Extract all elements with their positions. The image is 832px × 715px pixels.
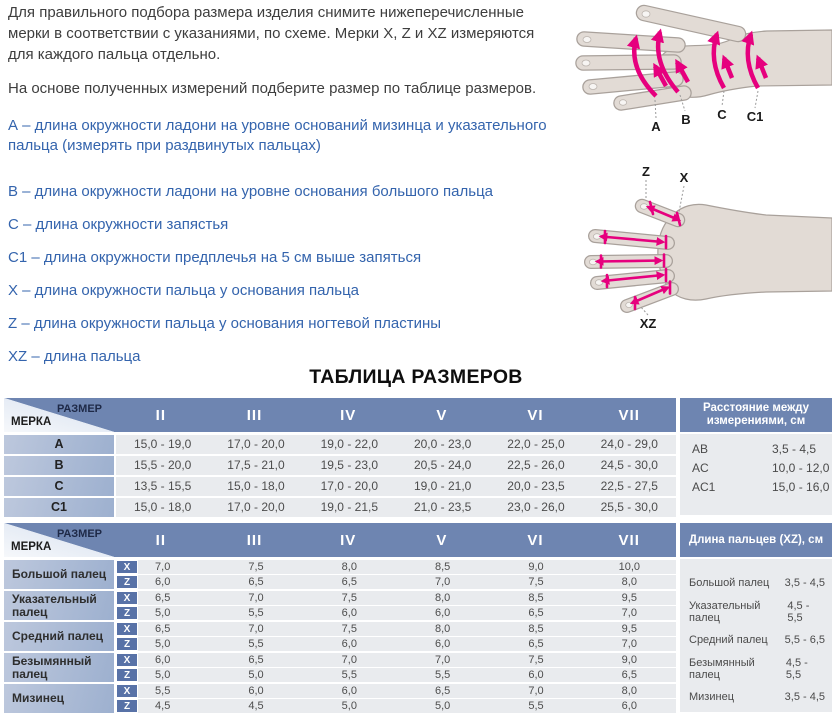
finger-subrow-x [116,653,676,667]
finger-subrow-z [116,575,676,589]
size-value: 25,5 - 30,0 [583,498,676,517]
table-corner-cell [4,398,114,432]
size-value: 17,0 - 20,0 [209,498,302,517]
finger-value: 8,0 [396,591,489,605]
distance-panel-body [680,434,832,515]
column-header-vii: VII [618,531,640,549]
diagram-label-z: Z [642,164,650,179]
finger-value: 5,5 [303,668,396,682]
finger-value: 8,0 [583,684,676,698]
measurement-definition: XZ – длина пальца [8,348,141,365]
size-value: 17,0 - 20,0 [209,435,302,454]
finger-length-label: Средний палец [689,634,768,647]
finger-value: 7,0 [396,575,489,589]
column-header-vi: VI [527,531,544,549]
finger-label: Мизинец [4,684,114,713]
finger-subrow-z [116,668,676,682]
row-values [116,456,676,475]
finger-value: 7,5 [209,560,302,574]
distance-label: AB [692,442,709,456]
finger-value: 6,5 [209,653,302,667]
distance-value: 10,0 - 12,0 [772,461,830,475]
row-values [116,477,676,496]
row-values [116,498,676,517]
finger-value: 6,5 [116,622,209,636]
diagram-label-b: B [681,112,691,127]
column-header-iv: IV [340,406,357,424]
finger-value: 6,5 [116,591,209,605]
size-value: 15,0 - 19,0 [116,435,209,454]
size-value: 23,0 - 26,0 [489,498,582,517]
finger-value: 5,5 [209,606,302,620]
size-table-row [4,498,676,517]
finger-label: Указательный палец [4,591,114,620]
size-value: 15,0 - 18,0 [116,498,209,517]
finger-group [4,591,676,620]
column-header-iii: III [246,406,263,424]
finger-size-table [4,523,676,713]
size-table-row [4,477,676,496]
finger-value: 9,5 [583,591,676,605]
finger-value: 8,0 [583,575,676,589]
header-columns [114,523,676,557]
finger-value: 10,0 [583,560,676,574]
distance-row [692,478,832,497]
finger-subrow-z [116,637,676,651]
finger-value: 6,0 [116,653,209,667]
finger-length-value: 4,5 - 5,5 [785,656,808,681]
finger-subrows [116,622,676,651]
finger-value: 5,5 [396,668,489,682]
finger-measure-diagram [556,156,832,344]
finger-value: 6,0 [489,668,582,682]
finger-length-value: 3,5 - 4,5 [784,577,825,590]
finger-subrows [116,653,676,682]
finger-value: 5,0 [396,699,489,713]
finger-value: 5,0 [116,606,209,620]
finger-value: 8,0 [303,560,396,574]
finger-value: 6,5 [583,668,676,682]
header-columns [114,398,676,432]
finger-group [4,622,676,651]
distance-panel-title: Расстояние между измерениями, см [680,398,832,432]
intro-paragraph-2: На основе полученных измерений подберите размер по таблице размеров. [8,80,537,97]
diagram-label-xz: XZ [639,316,657,331]
finger-subrow-x [116,591,676,605]
size-value: 13,5 - 15,5 [116,477,209,496]
finger-length-row [689,598,825,627]
finger-value: 5,5 [116,684,209,698]
finger-value: 4,5 [209,699,302,713]
finger-value: 6,5 [396,684,489,698]
distance-panel [680,398,832,515]
diagram-label-c1: C1 [746,109,764,124]
finger-value: 7,0 [489,684,582,698]
finger-value: 7,0 [209,591,302,605]
finger-value: 7,0 [116,560,209,574]
finger-value: 9,0 [489,560,582,574]
finger-length-label: Безымянный палец [689,656,755,681]
corner-label-razmer: РАЗМЕР [56,528,102,540]
finger-value: 6,5 [489,637,582,651]
measure-badge-x: X [116,684,138,698]
column-header-iii: III [246,531,263,549]
column-header-vii: VII [618,406,640,424]
measure-badge-x: X [116,560,138,574]
finger-value: 6,0 [209,684,302,698]
finger-value: 6,0 [116,575,209,589]
finger-value: 5,0 [116,668,209,682]
finger-subrows [116,591,676,620]
size-value: 15,5 - 20,0 [116,456,209,475]
finger-length-row [689,683,825,712]
finger-value: 9,0 [583,653,676,667]
distance-label: AC [692,461,709,475]
row-label-b: B [4,456,114,475]
finger-value: 6,0 [303,606,396,620]
finger-group [4,560,676,589]
size-value: 22,5 - 26,0 [489,456,582,475]
size-value: 19,5 - 23,0 [303,456,396,475]
table-header [4,398,676,432]
finger-group [4,684,676,713]
finger-subrows [116,684,676,713]
size-value: 19,0 - 22,0 [303,435,396,454]
column-header-vi: VI [527,406,544,424]
diagram-label-c: C [717,107,727,122]
measure-badge-z: Z [116,699,138,713]
column-header-ii: II [155,531,166,549]
measure-badge-x: X [116,653,138,667]
distance-row [692,459,832,478]
measure-badge-z: Z [116,668,138,682]
finger-value: 6,5 [489,606,582,620]
size-value: 19,0 - 21,0 [396,477,489,496]
finger-length-row [689,655,825,684]
table-corner-cell [4,523,114,557]
finger-value: 7,5 [303,622,396,636]
finger-length-row [689,626,825,655]
measure-badge-z: Z [116,606,138,620]
finger-value: 5,0 [209,668,302,682]
size-value: 21,0 - 23,5 [396,498,489,517]
size-table-row [4,456,676,475]
corner-label-merka: МЕРКА [11,541,52,553]
finger-length-panel-body [680,559,832,712]
finger-length-value: 4,5 - 5,5 [787,599,810,624]
finger-value: 6,0 [396,637,489,651]
row-values [116,435,676,454]
distance-row [692,440,832,459]
finger-value: 7,5 [303,591,396,605]
measurement-definition: С – длина окружности запястья [8,216,229,233]
finger-value: 8,0 [396,622,489,636]
finger-value: 7,5 [489,575,582,589]
finger-label: Средний палец [4,622,114,651]
finger-subrow-z [116,606,676,620]
measurement-definition: В – длина окружности ладони на уровне основания большого пальца [8,183,494,200]
finger-length-label: Большой палец [689,577,770,590]
finger-value: 6,0 [303,684,396,698]
size-value: 17,0 - 20,0 [303,477,396,496]
measure-badge-x: X [116,622,138,636]
column-header-v: V [436,531,448,549]
intro-text [8,2,564,99]
corner-label-razmer: РАЗМЕР [56,403,102,415]
finger-length-row [689,569,825,598]
finger-value: 7,0 [583,606,676,620]
finger-subrow-x [116,684,676,698]
size-value: 20,5 - 24,0 [396,456,489,475]
measure-badge-x: X [116,591,138,605]
finger-subrow-x [116,560,676,574]
finger-value: 9,5 [583,622,676,636]
distance-value: 15,0 - 16,0 [772,480,830,494]
distance-label: AC1 [692,480,716,494]
finger-subrow-x [116,622,676,636]
finger-label: Безымянный палец [4,653,114,682]
size-value: 20,0 - 23,5 [489,477,582,496]
size-value: 24,5 - 30,0 [583,456,676,475]
finger-value: 7,0 [303,653,396,667]
finger-group [4,653,676,682]
column-header-ii: II [155,406,166,424]
measurement-definition: С1 – длина окружности предплечья на 5 см выше запяться [8,249,422,266]
measure-badge-z: Z [116,575,138,589]
size-value: 22,0 - 25,0 [489,435,582,454]
size-table [4,398,676,517]
finger-length-label: Указательный палец [689,599,761,624]
finger-length-panel [680,523,832,712]
finger-subrows [116,560,676,589]
intro-paragraph-1: Для правильного подбора размера изделия снимите нижеперечисленные мерки в соответствии с указаниями, по схеме. Мерки X, Z и XZ измеряются для каждого пальца отдельно. [8,4,535,63]
column-header-v: V [436,406,448,424]
size-value: 22,5 - 27,5 [583,477,676,496]
finger-value: 7,5 [489,653,582,667]
measurement-definitions [8,116,580,380]
row-label-c1: C1 [4,498,114,517]
size-table-row [4,435,676,454]
finger-value: 6,0 [396,606,489,620]
finger-value: 5,5 [489,699,582,713]
table-header [4,523,676,557]
column-header-iv: IV [340,531,357,549]
finger-value: 8,5 [396,560,489,574]
finger-value: 5,0 [303,699,396,713]
finger-value: 6,0 [303,637,396,651]
finger-length-label: Мизинец [689,691,734,704]
size-value: 24,0 - 29,0 [583,435,676,454]
finger-label: Большой палец [4,560,114,589]
size-value: 19,0 - 21,5 [303,498,396,517]
diagram-label-a: A [651,119,661,134]
finger-value: 6,5 [303,575,396,589]
finger-value: 7,0 [396,653,489,667]
finger-value: 4,5 [116,699,209,713]
distance-value: 3,5 - 4,5 [772,442,817,456]
finger-value: 8,5 [489,591,582,605]
size-value: 17,5 - 21,0 [209,456,302,475]
finger-value: 6,0 [583,699,676,713]
row-label-a: A [4,435,114,454]
measurement-definition: А – длина окружности ладони на уровне оснований мизинца и указательного пальца (измерять при раздвинутых пальцах) [8,117,547,154]
size-table-title: ТАБЛИЦА РАЗМЕРОВ [309,366,523,388]
finger-value: 6,5 [209,575,302,589]
finger-value: 8,5 [489,622,582,636]
size-value: 15,0 - 18,0 [209,477,302,496]
measurement-definition: X – длина окружности пальца у основания пальца [8,282,360,299]
diagram-label-x: X [679,170,689,185]
finger-length-value: 3,5 - 4,5 [784,691,825,704]
hand-circumference-diagram [552,0,832,148]
finger-subrow-z [116,699,676,713]
row-label-c: C [4,477,114,496]
finger-length-value: 5,5 - 6,5 [784,634,825,647]
finger-value: 7,0 [209,622,302,636]
corner-label-merka: МЕРКА [11,416,52,428]
measurement-definition: Z – длина окружности пальца у основания ногтевой пластины [8,315,442,332]
finger-value: 7,0 [583,637,676,651]
size-value: 20,0 - 23,0 [396,435,489,454]
finger-value: 5,0 [116,637,209,651]
measure-badge-z: Z [116,637,138,651]
finger-value: 5,5 [209,637,302,651]
finger-length-panel-title: Длина пальцев (XZ), см [680,523,832,557]
